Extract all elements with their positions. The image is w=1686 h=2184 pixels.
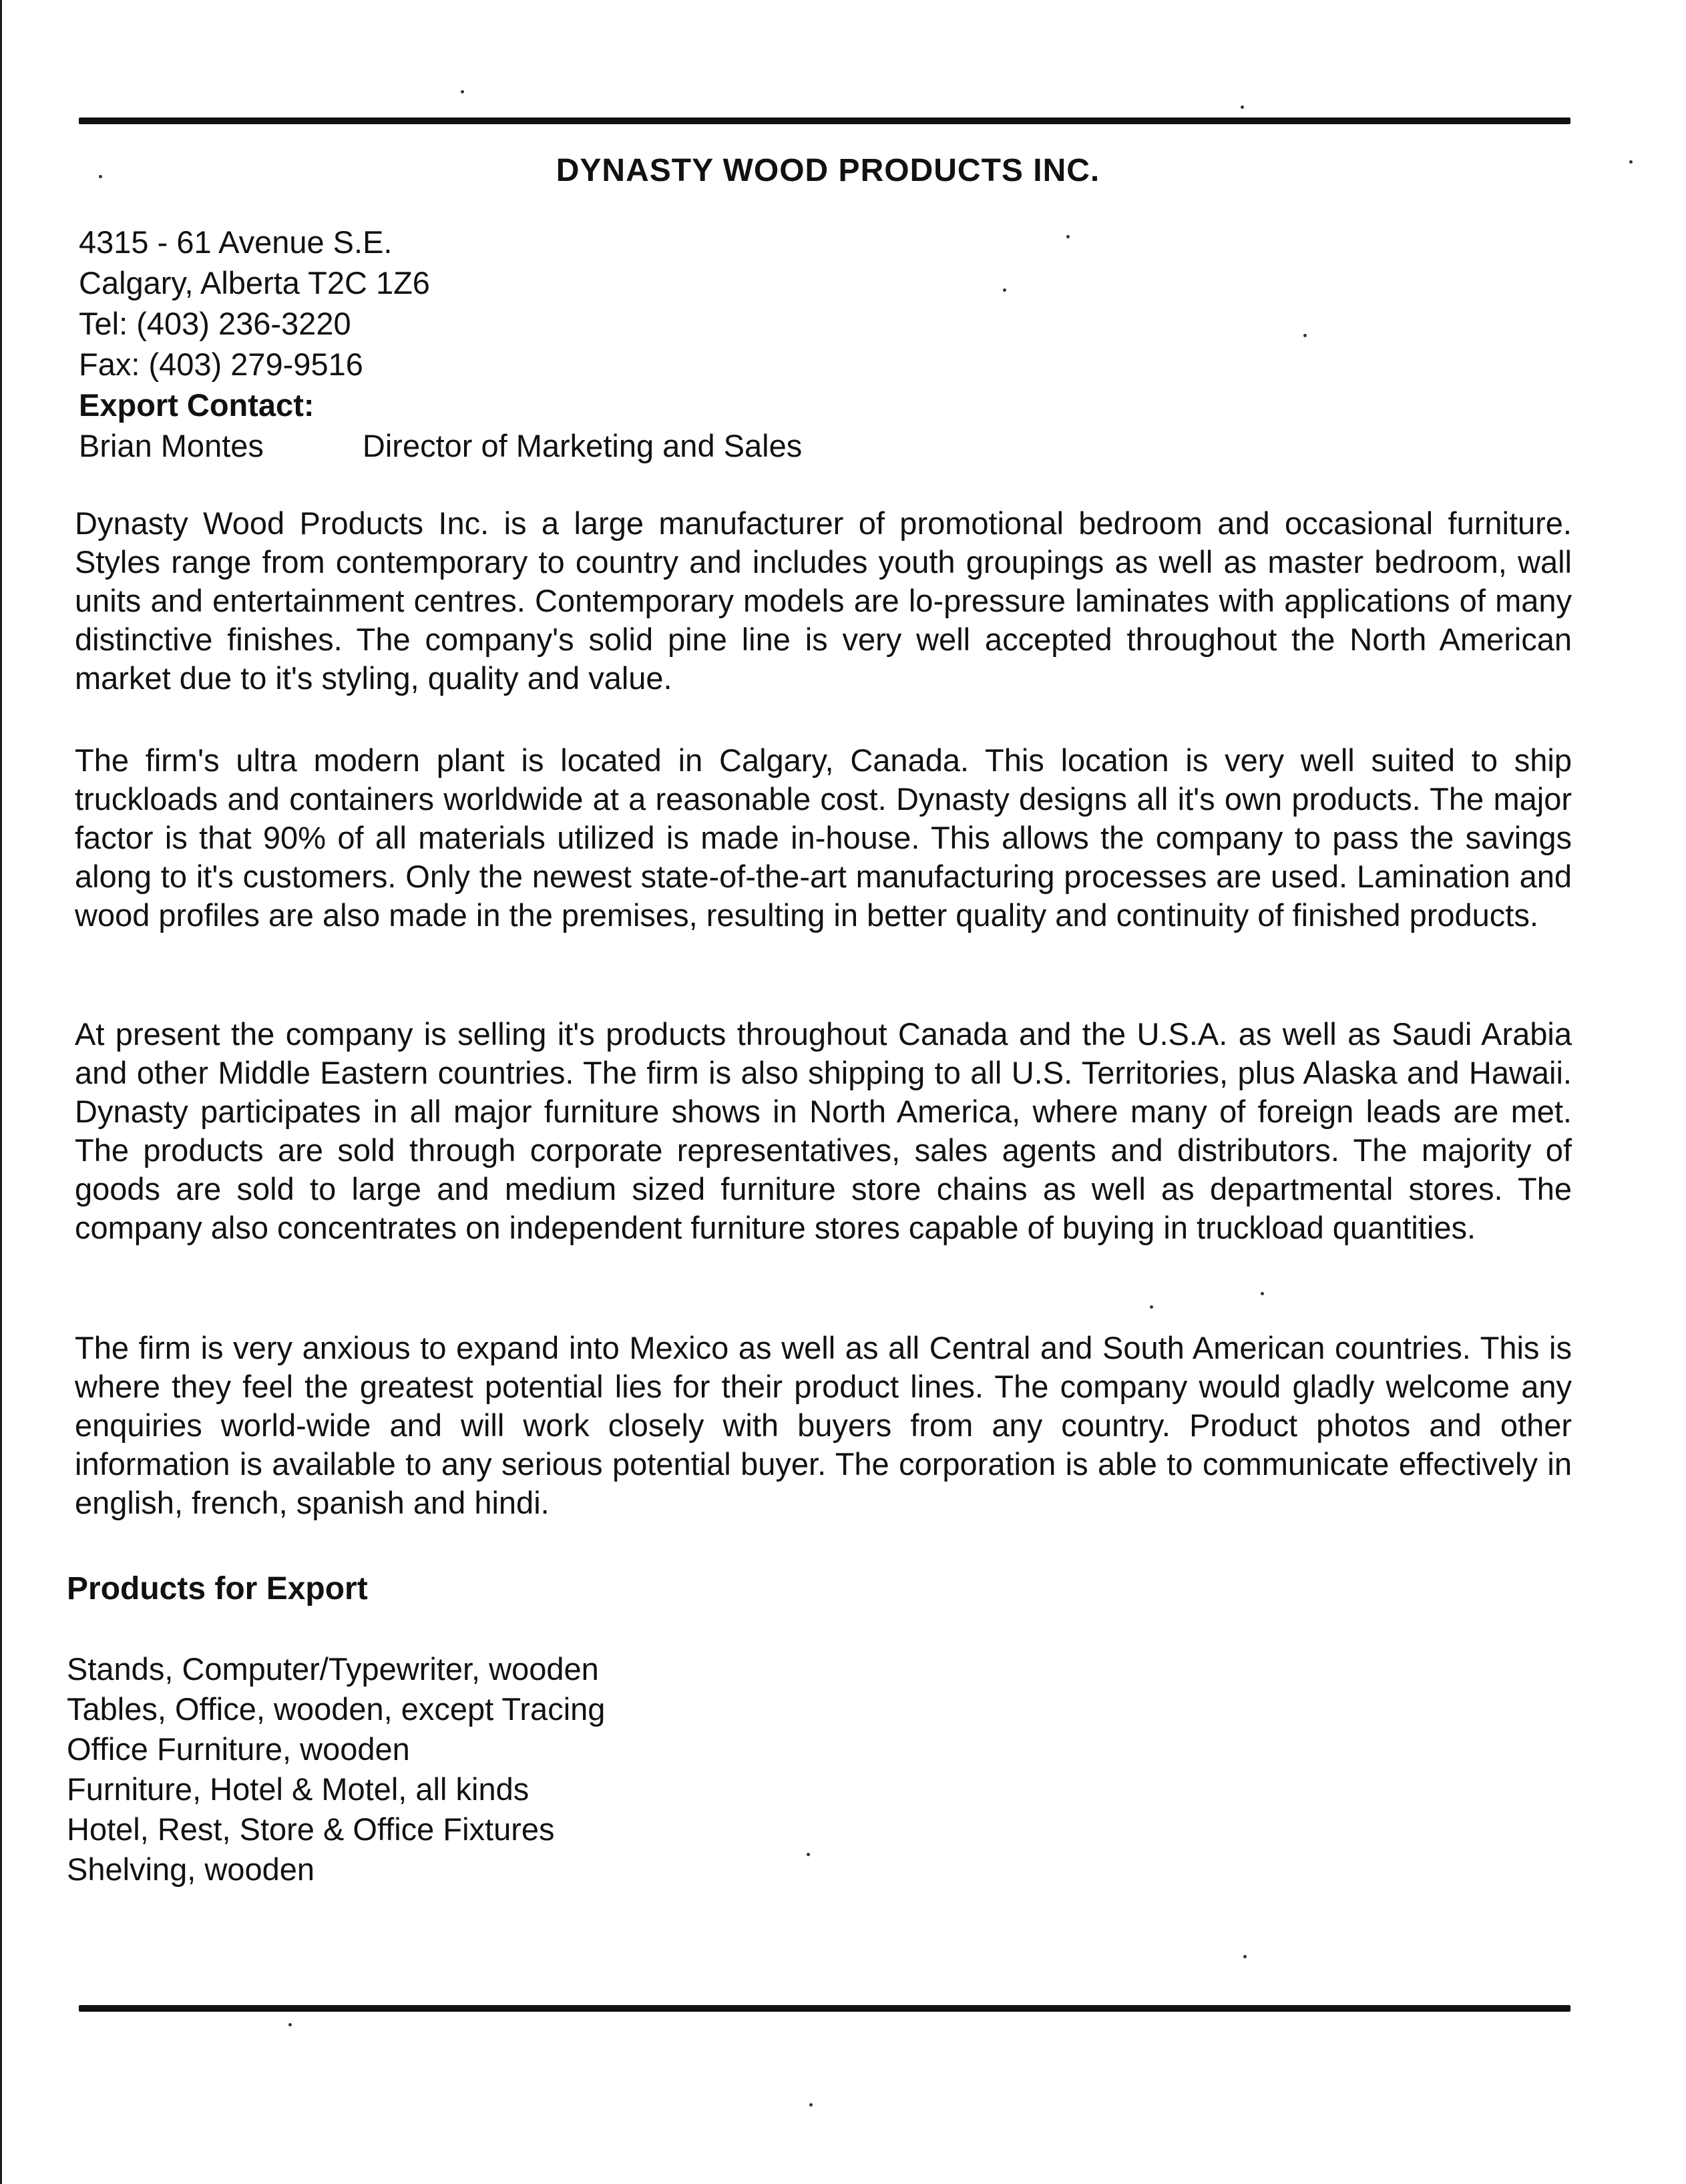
product-item: Office Furniture, wooden: [67, 1731, 410, 1767]
product-item: Furniture, Hotel & Motel, all kinds: [67, 1771, 530, 1807]
scan-speck: [807, 1853, 810, 1856]
scan-speck: [1303, 334, 1307, 337]
scan-speck: [1629, 160, 1633, 164]
scan-speck: [1066, 235, 1070, 238]
address-city: Calgary, Alberta T2C 1Z6: [79, 265, 430, 300]
scan-speck: [288, 2023, 292, 2026]
scan-speck: [1243, 1955, 1247, 1958]
paragraph-expansion: The firm is very anxious to expand into Mexico as well as all Central and South American countries. This is where they feel the greatest potential lies for their product lines. The company would gladly welcome any enquiries world-wide and will work closely with buyers from any country. Product photos and other information is available to any serious potential buyer. The corporation is able to communicate effectively in english, french, spanish and hindi.: [75, 1330, 1572, 1520]
bottom-rule: [79, 2005, 1570, 2012]
scan-left-edge: [0, 0, 2, 2184]
paragraph-markets: At present the company is selling it's products throughout Canada and the U.S.A. as well as Saudi Arabia and other Middle Eastern countries. The firm is also shipping to all U.S. Territories, plus Alaska and Hawaii. Dynasty participates in all major furniture shows in North America, where many of foreign leads are met. The products are sold through corporate representatives, sales agents and distributors. The majority of goods are sold to large and medium sized furniture store chains as well as departmental stores. The company also concentrates on independent furniture stores capable of buying in truckload quantities.: [75, 1016, 1572, 1245]
contact-title: Director of Marketing and Sales: [362, 428, 803, 463]
scan-speck: [1261, 1292, 1264, 1295]
address-block: [79, 222, 802, 466]
products-heading: Products for Export: [67, 1571, 368, 1606]
fax: Fax: (403) 279-9516: [79, 347, 363, 382]
export-contact-row: [79, 425, 802, 466]
paragraph-plant: The firm's ultra modern plant is located in Calgary, Canada. This location is very well suited to ship truckloads and containers worldwide at a reasonable cost. Dynasty designs all it's own products. The major factor is that 90% of all materials utilized is made in-house. This allows the company to pass the savings along to it's customers. Only the newest state-of-the-art manufacturing processes are used. Lamination and wood profiles are also made in the premises, resulting in better quality and continuity of finished products.: [75, 742, 1572, 933]
address-street: 4315 - 61 Avenue S.E.: [79, 224, 393, 260]
scan-speck: [1241, 105, 1244, 109]
paragraph-overview: Dynasty Wood Products Inc. is a large manufacturer of promotional bedroom and occasional furniture. Styles range from contemporary to country and includes youth groupings as well as master bedroom, wall units and entertainment centres. Contemporary models are lo-pressure laminates with applications of many distinctive finishes. The company's solid pine line is very well accepted throughout the North American market due to it's styling, quality and value.: [75, 505, 1572, 696]
scan-speck: [461, 90, 464, 93]
scan-speck: [99, 175, 102, 178]
top-rule: [79, 118, 1570, 124]
contact-name: Brian Montes: [79, 428, 264, 463]
products-list: [67, 1649, 605, 1890]
company-title: DYNASTY WOOD PRODUCTS INC.: [556, 153, 1100, 188]
telephone: Tel: (403) 236-3220: [79, 306, 351, 341]
scan-speck: [809, 2103, 813, 2107]
export-contact-label: Export Contact:: [79, 387, 314, 423]
scan-speck: [1150, 1305, 1153, 1309]
product-item: Stands, Computer/Typewriter, wooden: [67, 1651, 599, 1687]
product-item: Hotel, Rest, Store & Office Fixtures: [67, 1811, 555, 1847]
product-item: Tables, Office, wooden, except Tracing: [67, 1691, 606, 1727]
scan-speck: [1003, 288, 1006, 292]
product-item: Shelving, wooden: [67, 1851, 315, 1887]
